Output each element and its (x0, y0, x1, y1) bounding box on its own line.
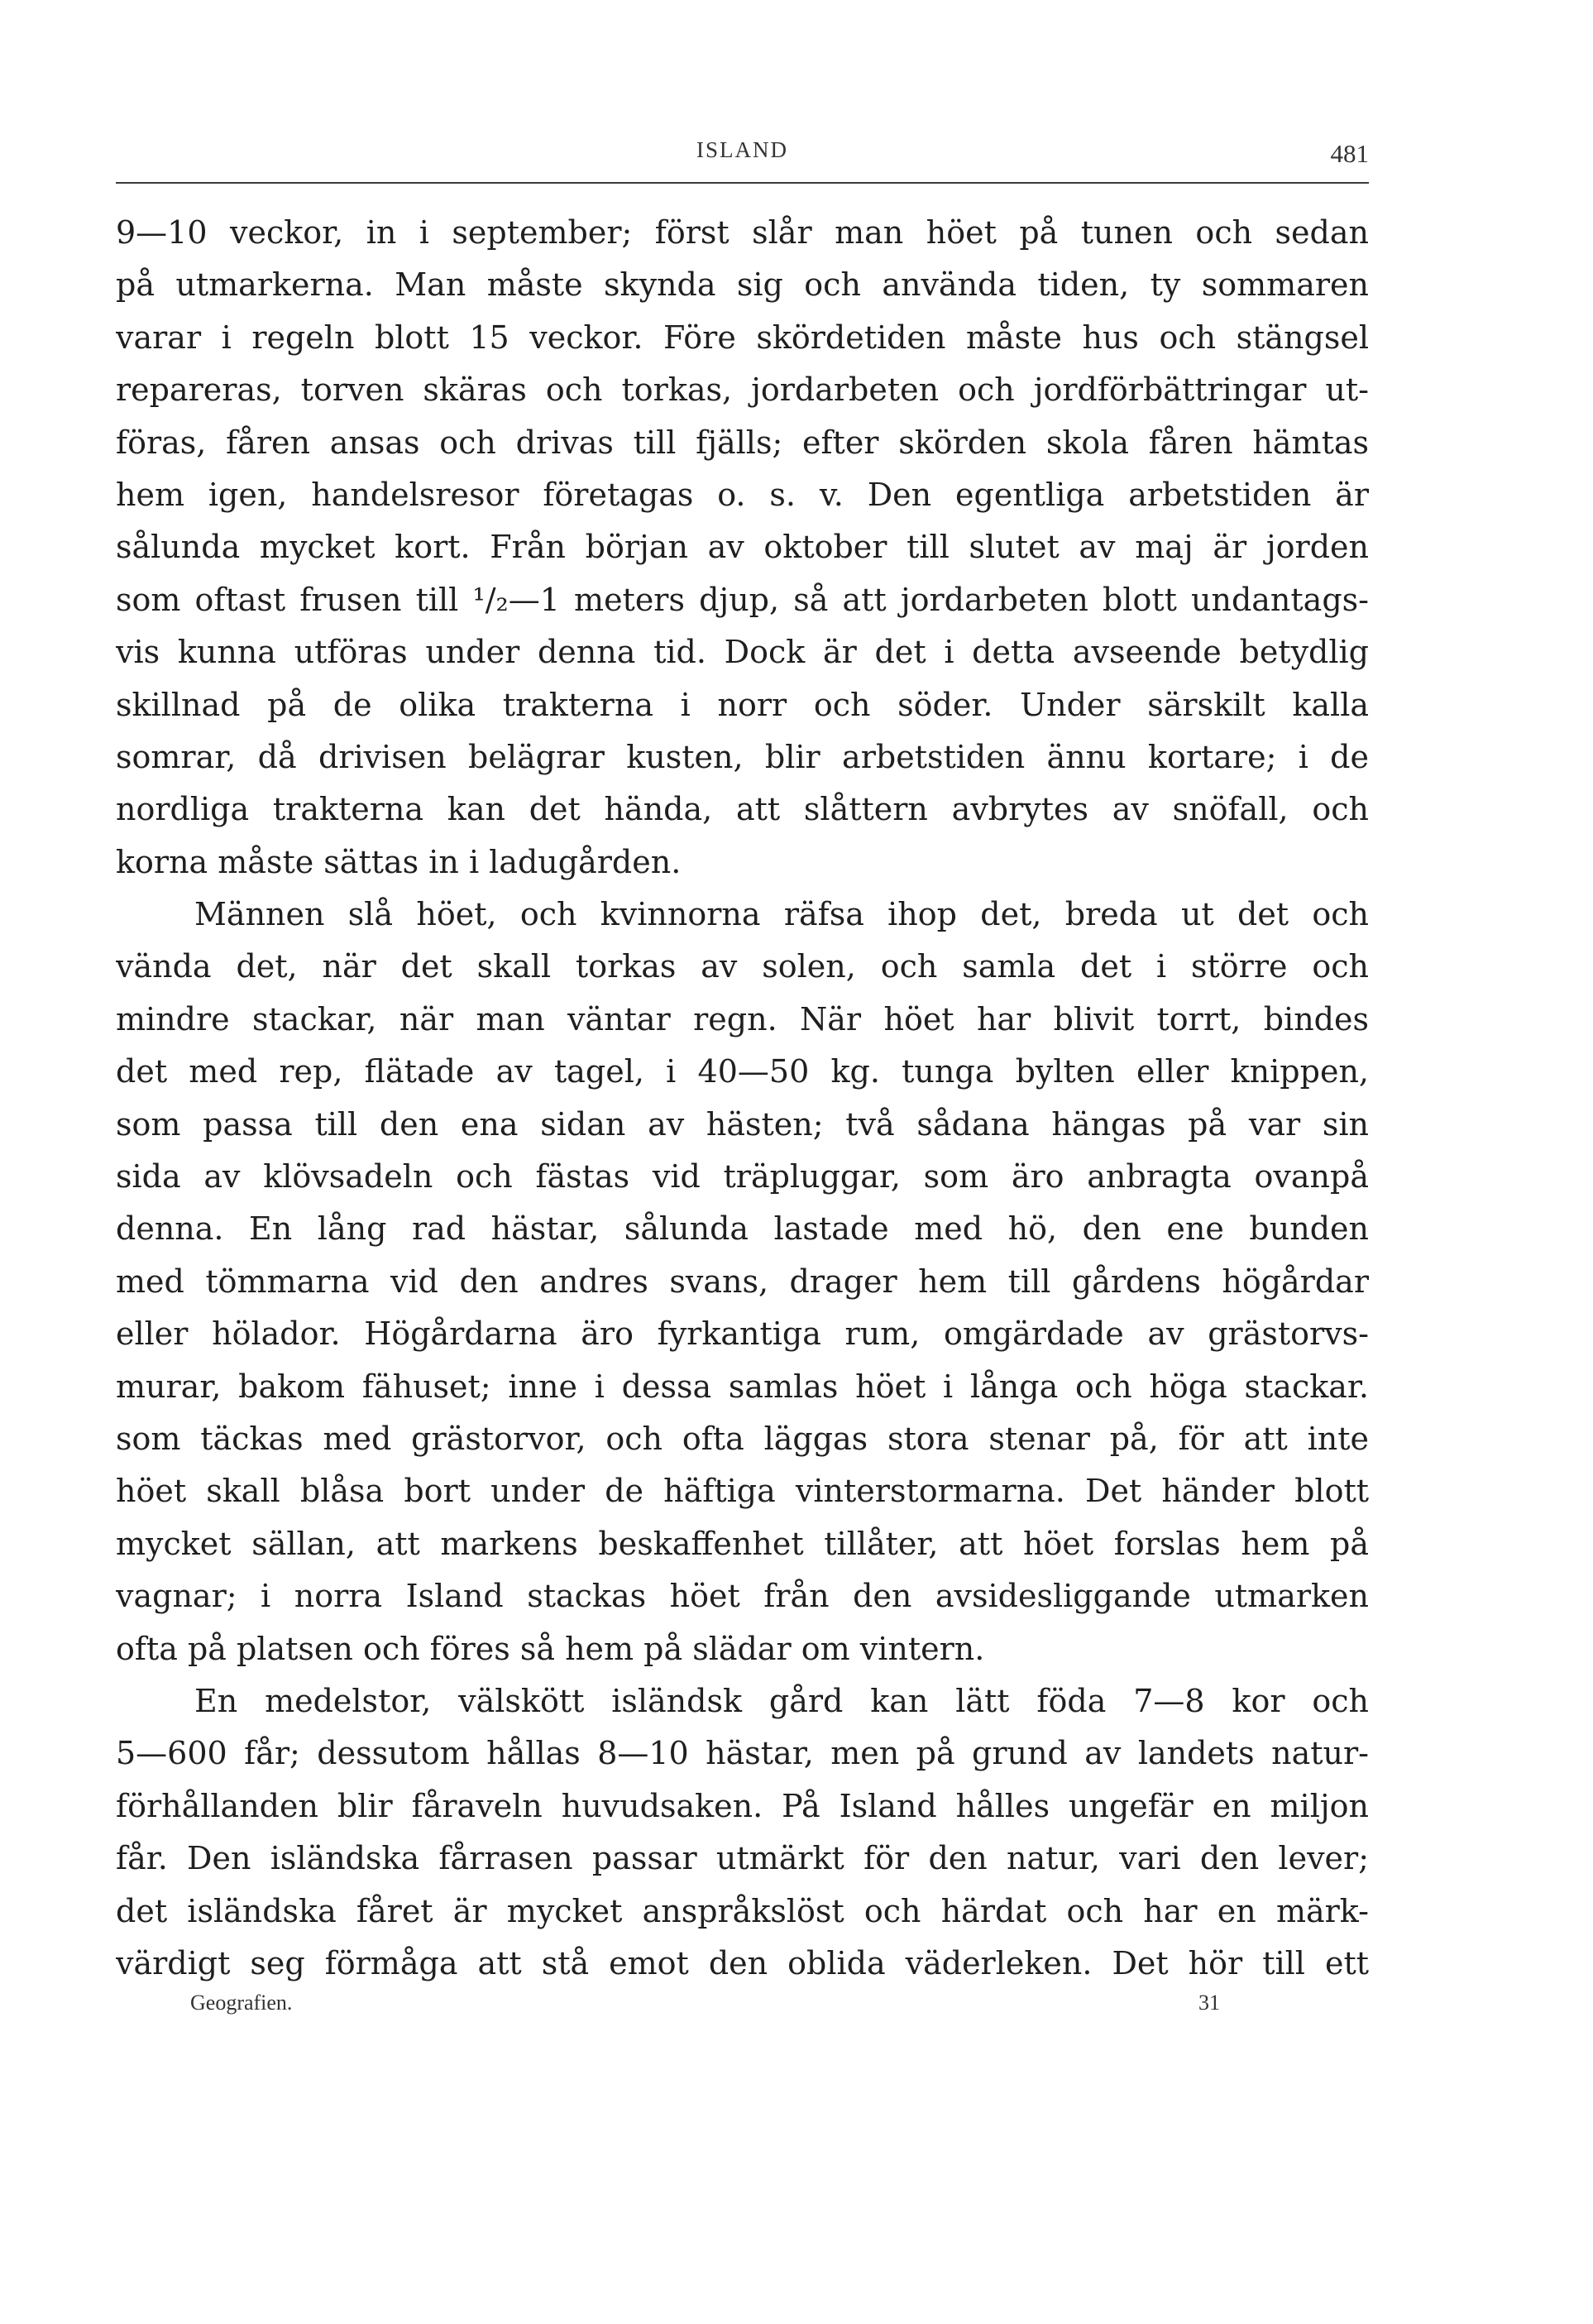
text-line: 5—600 får; dessutom hållas 8—10 hästar, men på grund av landets natur- (116, 1735, 1369, 1772)
text-line: denna. En lång rad hästar, sålunda lastade med hö, den ene bunden (116, 1210, 1369, 1248)
text-line: skillnad på de olika trakterna i norr och söder. Under särskilt kalla (116, 686, 1369, 723)
body-text (116, 207, 1369, 1990)
running-title: ISLAND (696, 137, 788, 162)
text-line: murar, bakom fähuset; inne i dessa samlas höet i långa och höga stackar. (116, 1368, 1369, 1405)
signature-number: 31 (1198, 1991, 1220, 2015)
text-line: med tömmarna vid den andres svans, drager hem till gårdens högårdar (116, 1263, 1369, 1300)
text-line: sålunda mycket kort. Från början av oktober till slutet av maj är jorden (116, 529, 1369, 566)
text-line: som täckas med grästorvor, och ofta läggas stora stenar på, för att inte (116, 1420, 1369, 1457)
text-line: varar i regeln blott 15 veckor. Före skördetiden måste hus och stängsel (116, 319, 1369, 356)
text-line: som oftast frusen till ¹/₂—1 meters djup, så att jordarbeten blott undantags- (116, 581, 1369, 618)
text-line: vagnar; i norra Island stackas höet från den avsidesliggande utmarken (116, 1578, 1369, 1615)
text-line: eller hölador. Högårdarna äro fyrkantiga rum, omgärdade av grästorvs- (116, 1315, 1369, 1353)
text-line: repareras, torven skäras och torkas, jordarbeten och jordförbättringar ut- (116, 371, 1369, 409)
text-line: vis kunna utföras under denna tid. Dock är det i detta avseende betydlig (116, 634, 1369, 671)
text-line: vända det, när det skall torkas av solen, och samla det i större och (116, 948, 1369, 985)
text-line: det isländska fåret är mycket anspråkslöst och härdat och har en märk- (116, 1892, 1369, 1929)
text-line: 9—10 veckor, in i september; först slår man höet på tunen och sedan (116, 214, 1369, 251)
text-line: sida av klövsadeln och fästas vid träpluggar, som äro anbragta ovanpå (116, 1158, 1369, 1196)
text-line: höet skall blåsa bort under de häftiga vinterstormarna. Det händer blott (116, 1473, 1369, 1510)
text-line: mycket sällan, att markens beskaffenhet tillåter, att höet forslas hem på (116, 1525, 1369, 1562)
text-line: det med rep, flätade av tagel, i 40—50 kg. tunga bylten eller knippen, (116, 1053, 1369, 1090)
paragraph-first-line: En medelstor, välskött isländsk gård kan lätt föda 7—8 kor och (194, 1682, 1369, 1719)
text-line: hem igen, handelsresor företagas o. s. v. Den egentliga arbetstiden är (116, 476, 1369, 513)
text-line: värdigt seg förmåga att stå emot den oblida väderleken. Det hör till ett (116, 1944, 1369, 1981)
text-line: på utmarkerna. Man måste skynda sig och använda tiden, ty sommaren (116, 266, 1369, 304)
text-line: får. Den isländska fårrasen passar utmärkt för den natur, vari den lever; (116, 1840, 1369, 1877)
paragraph-first-line: Männen slå höet, och kvinnorna räfsa ihop det, breda ut det och (194, 896, 1369, 933)
page-footer (116, 1991, 1220, 2024)
paragraph-last-line: korna måste sättas in i ladugården. (116, 843, 682, 880)
text-line: somrar, då drivisen belägrar kusten, blir arbetstiden ännu kortare; i de (116, 738, 1369, 775)
running-header (116, 132, 1369, 184)
text-line: mindre stackar, när man väntar regn. När höet har blivit torrt, bindes (116, 1000, 1369, 1037)
text-line: föras, fåren ansas och drivas till fjälls; efter skörden skola fåren hämtas (116, 424, 1369, 461)
text-line: nordliga trakterna kan det hända, att slåttern avbrytes av snöfall, och (116, 791, 1369, 828)
text-line: som passa till den ena sidan av hästen; två sådana hängas på var sin (116, 1105, 1369, 1143)
signature-mark: Geografien. (190, 1991, 293, 2015)
paragraph-last-line: ofta på platsen och föres så hem på slädar om vintern. (116, 1630, 985, 1667)
text-line: förhållanden blir fåraveln huvudsaken. På Island hålles ungefär en miljon (116, 1787, 1369, 1824)
page-number: 481 (1330, 139, 1369, 168)
